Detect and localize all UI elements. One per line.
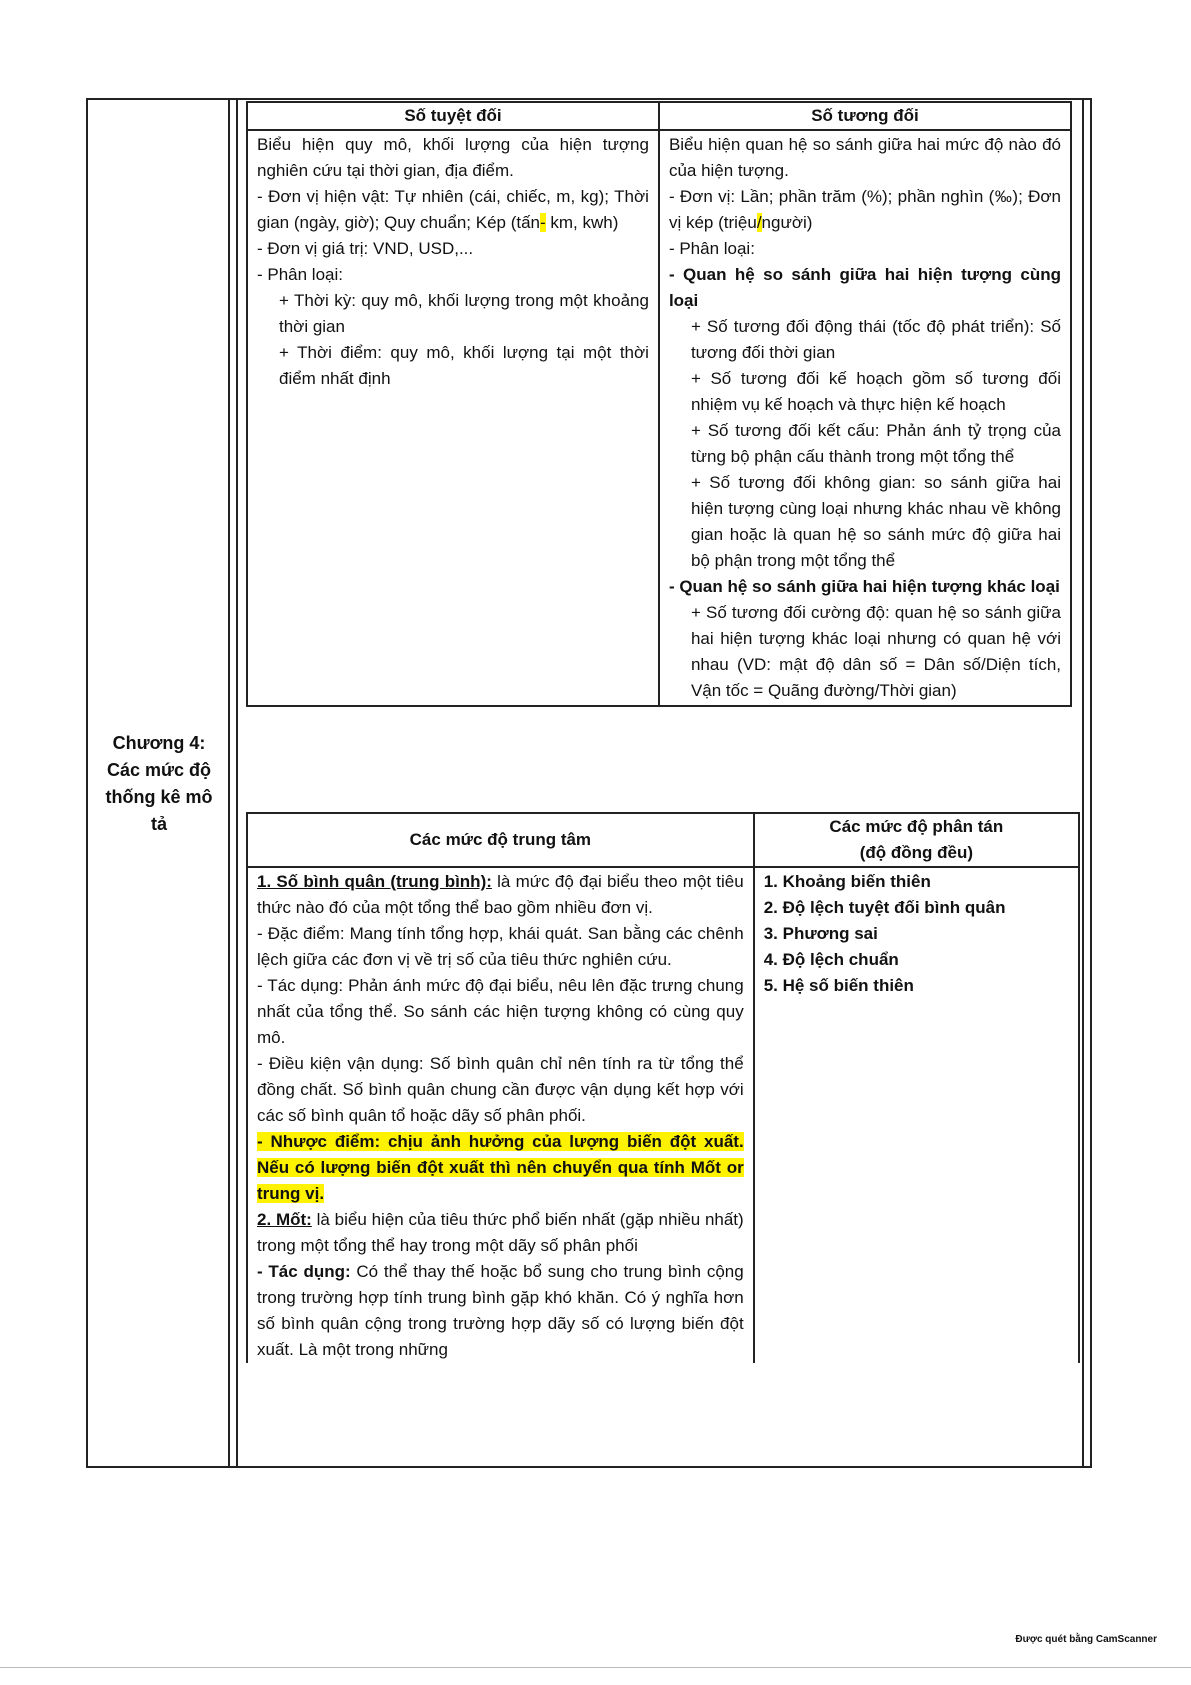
chapter-label-line1: Chương 4: [112, 733, 206, 753]
chapter-column [88, 100, 230, 1466]
relative-plan: + Số tương đối kế hoạch gồm số tương đối nhiệm vụ kế hoạch và thực hiện kế hoạch [690, 369, 1061, 414]
mean-features: - Đặc điểm: Mang tính tổng hợp, khái quát. San bằng các chênh lệch giữa các đơn vị về trị số của tiêu thức nghiên cứu. [257, 924, 744, 969]
bottom-edge-line [0, 1667, 1191, 1668]
mode-effect: - Tác dụng: Có thể thay thế hoặc bổ sung cho trung bình cộng trong trường hợp tính trung bình gặp khó khăn. Có ý nghĩa hơn số bình quân cộng trong trường hợp dãy số có lượng biến đột xuất. Là một trong những [257, 1262, 744, 1359]
dispersion-cell [754, 867, 1079, 1363]
mean-effect: - Tác dụng: Phản ánh mức độ đại biểu, nêu lên đặc trưng chung nhất của tổng thể. So sánh các hiện tượng không có cùng quy mô. [257, 976, 744, 1047]
relative-space: + Số tương đối không gian: so sánh giữa hai hiện tượng cùng loại nhưng khác nhau về không gian hoặc là quan hệ so sánh mức độ giữa hai bộ phận trong một tổng thể [690, 473, 1061, 570]
right-divider [1082, 100, 1084, 1466]
absolute-classification: - Phân loại: [257, 265, 343, 284]
dispersion-item-mean-abs-dev: 2. Độ lệch tuyệt đối bình quân [763, 898, 1006, 917]
absolute-physical-unit: - Đơn vị hiện vật: Tự nhiên (cái, chiếc, m, kg); Thời gian (ngày, giờ); Quy chuẩn; Kép (tấn- km, kwh) [257, 187, 649, 232]
inner-divider [236, 100, 238, 1466]
dispersion-item-variance: 3. Phương sai [763, 924, 878, 943]
dispersion-header [754, 813, 1079, 867]
relative-intensity: + Số tương đối cường độ: quan hệ so sánh giữa hai hiện tượng khác loại nhưng có quan hệ với nhau (VD: mật độ dân số = Dân số/Diện tích, Vận tốc = Quãng đường/Thời gian) [690, 603, 1061, 700]
mean-title: 1. Số bình quân (trung bình): [257, 872, 492, 891]
mode-definition: 2. Mốt: là biểu hiện của tiêu thức phổ biến nhất (gặp nhiều nhất) trong một tổng thể hay trong một dãy số phân phối [257, 1210, 744, 1255]
scanner-footer: Được quét bằng CamScanner [1015, 1634, 1157, 1645]
dispersion-header-line2: (độ đồng đều) [859, 843, 973, 862]
absolute-header: Số tuyệt đối [247, 102, 659, 130]
dispersion-header-line1: Các mức độ phân tán [829, 817, 1004, 836]
relative-same-kind-heading: - Quan hệ so sánh giữa hai hiện tượng cùng loại [668, 265, 1061, 310]
relative-dynamic: + Số tương đối động thái (tốc độ phát triển): Số tương đối thời gian [690, 317, 1061, 362]
dispersion-item-std-dev: 4. Độ lệch chuẩn [763, 950, 899, 969]
absolute-point: + Thời điểm: quy mô, khối lượng tại một thời điểm nhất định [279, 343, 649, 388]
relative-classification: - Phân loại: [668, 239, 755, 258]
chapter-label [88, 730, 230, 838]
mode-effect-label: - Tác dụng: [257, 1262, 351, 1281]
central-dispersion-table [246, 812, 1080, 1363]
absolute-definition: Biểu hiện quy mô, khối lượng của hiện tượng nghiên cứu tại thời gian, địa điểm. [257, 135, 649, 180]
chapter-label-line3: thống kê mô [105, 787, 213, 807]
relative-cell [659, 130, 1071, 706]
absolute-period: + Thời kỳ: quy mô, khối lượng trong một khoảng thời gian [279, 291, 649, 336]
relative-definition: Biểu hiện quan hệ so sánh giữa hai mức độ nào đó của hiện tượng. [668, 135, 1061, 180]
dispersion-item-cv: 5. Hệ số biến thiên [763, 976, 914, 995]
relative-diff-kind-heading: - Quan hệ so sánh giữa hai hiện tượng khác loại [668, 577, 1060, 596]
outer-table [86, 98, 1092, 1468]
mean-conditions: - Điều kiện vận dụng: Số bình quân chỉ nên tính ra từ tổng thể đồng chất. Số bình quân chung cần được vận dụng kết hợp với các số bình quân tổ hoặc dãy số phân phối. [257, 1054, 744, 1125]
mean-drawback [257, 1129, 744, 1207]
mode-title: 2. Mốt: [257, 1210, 312, 1229]
highlighted-drawback: - Nhược điểm: chịu ảnh hưởng của lượng biến đột xuất. Nếu có lượng biến đột xuất thì nên chuyển qua tính Mốt or trung vị. [257, 1132, 744, 1203]
central-header: Các mức độ trung tâm [247, 813, 754, 867]
central-cell [247, 867, 754, 1363]
mean-definition: 1. Số bình quân (trung bình): là mức độ đại biểu theo một tiêu thức nào đó của một tổng thể bao gồm nhiều đơn vị. [257, 872, 744, 917]
chapter-label-line2: Các mức độ [106, 760, 212, 780]
absolute-relative-table [246, 101, 1072, 707]
relative-unit: - Đơn vị: Lần; phần trăm (%); phần nghìn (‰); Đơn vị kép (triệu/người) [668, 187, 1061, 232]
absolute-cell [247, 130, 659, 706]
dispersion-item-range: 1. Khoảng biến thiên [763, 872, 931, 891]
relative-header: Số tương đối [659, 102, 1071, 130]
absolute-value-unit: - Đơn vị giá trị: VND, USD,... [257, 239, 474, 258]
relative-structure: + Số tương đối kết cấu: Phản ánh tỷ trọng của từng bộ phận cấu thành trong một tổng thể [690, 421, 1061, 466]
chapter-label-line4: tả [150, 814, 167, 834]
